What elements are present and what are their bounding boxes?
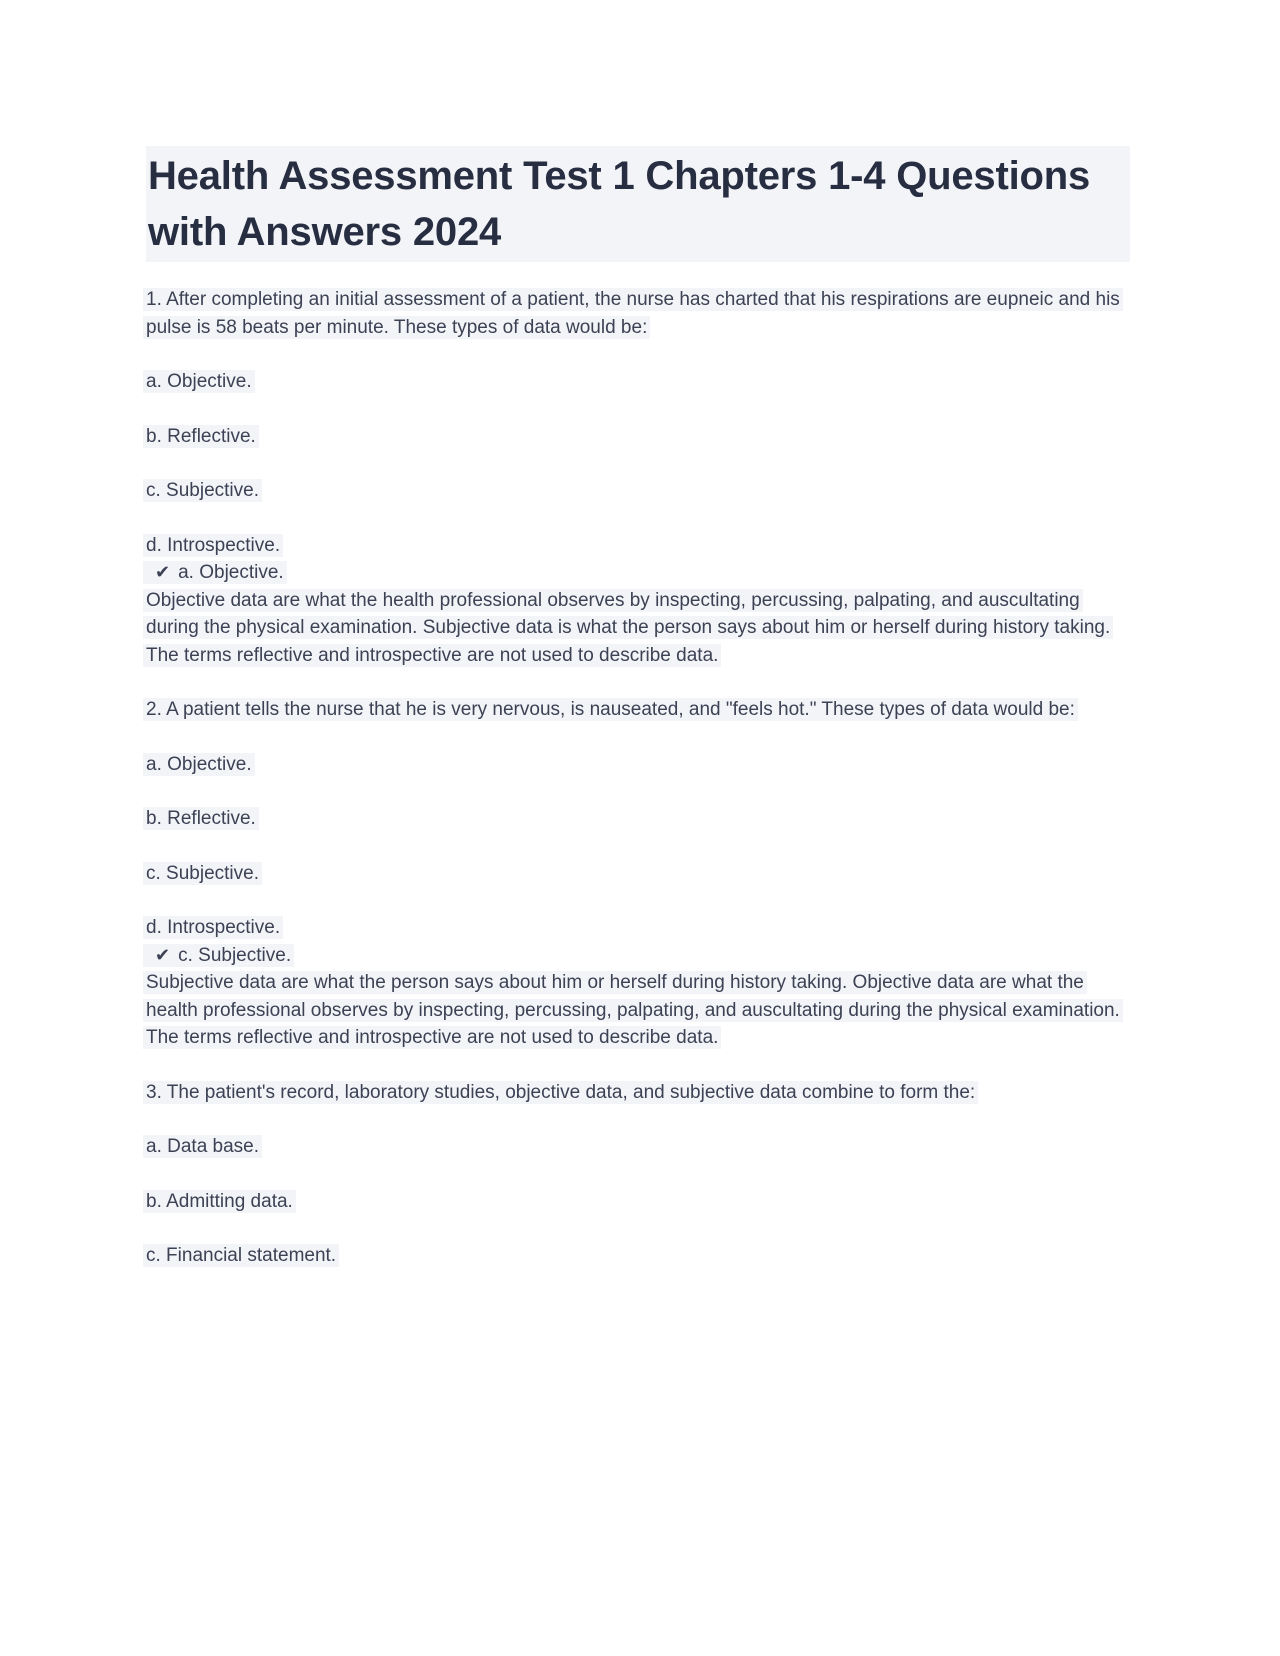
question-1-text: 1. After completing an initial assessment of a patient, the nurse has charted that his respirations are eupneic and his pulse is 58 beats per minute. These types of data would be: <box>146 286 1130 341</box>
question-2-answer <box>146 942 1130 970</box>
question-1-option-a: a. Objective. <box>146 368 1130 396</box>
question-3-option-a: a. Data base. <box>146 1133 1130 1161</box>
question-1-answer-label: a. Objective. <box>178 562 284 583</box>
question-2-option-b: b. Reflective. <box>146 805 1130 833</box>
question-1-option-c: c. Subjective. <box>146 477 1130 505</box>
question-block-3 <box>146 1079 1130 1270</box>
document-title: Health Assessment Test 1 Chapters 1-4 Questions with Answers 2024 <box>146 146 1130 262</box>
question-2-text: 2. A patient tells the nurse that he is very nervous, is nauseated, and "feels hot." These types of data would be: <box>146 696 1130 724</box>
question-block-1 <box>146 286 1130 669</box>
question-1-option-b: b. Reflective. <box>146 423 1130 451</box>
question-2-option-a: a. Objective. <box>146 751 1130 779</box>
question-2-option-d: d. Introspective. <box>146 914 1130 942</box>
document-content <box>146 146 1130 1297</box>
question-3-option-c: c. Financial statement. <box>146 1242 1130 1270</box>
question-2-explanation: Subjective data are what the person says about him or herself during history taking. Objective data are what the health professional observes by inspecting, percussing, palpating, and auscultating during the physical examination. The terms reflective and introspective are not used to describe data. <box>146 969 1130 1052</box>
question-1-answer <box>146 559 1130 587</box>
question-3-text: 3. The patient's record, laboratory studies, objective data, and subjective data combine to form the: <box>146 1079 1130 1107</box>
check-icon: ✔ <box>155 562 171 583</box>
question-2-answer-label: c. Subjective. <box>178 944 292 966</box>
check-icon: ✔ <box>155 944 171 966</box>
question-1-explanation: Objective data are what the health professional observes by inspecting, percussing, palpating, and auscultating during the physical examination. Subjective data is what the person says about him or herself during history taking. The terms reflective and introspective are not used to describe data. <box>146 587 1130 670</box>
question-1-option-d: d. Introspective. <box>146 532 1130 560</box>
question-block-2 <box>146 696 1130 1052</box>
question-3-option-b: b. Admitting data. <box>146 1188 1130 1216</box>
question-2-option-c: c. Subjective. <box>146 860 1130 888</box>
